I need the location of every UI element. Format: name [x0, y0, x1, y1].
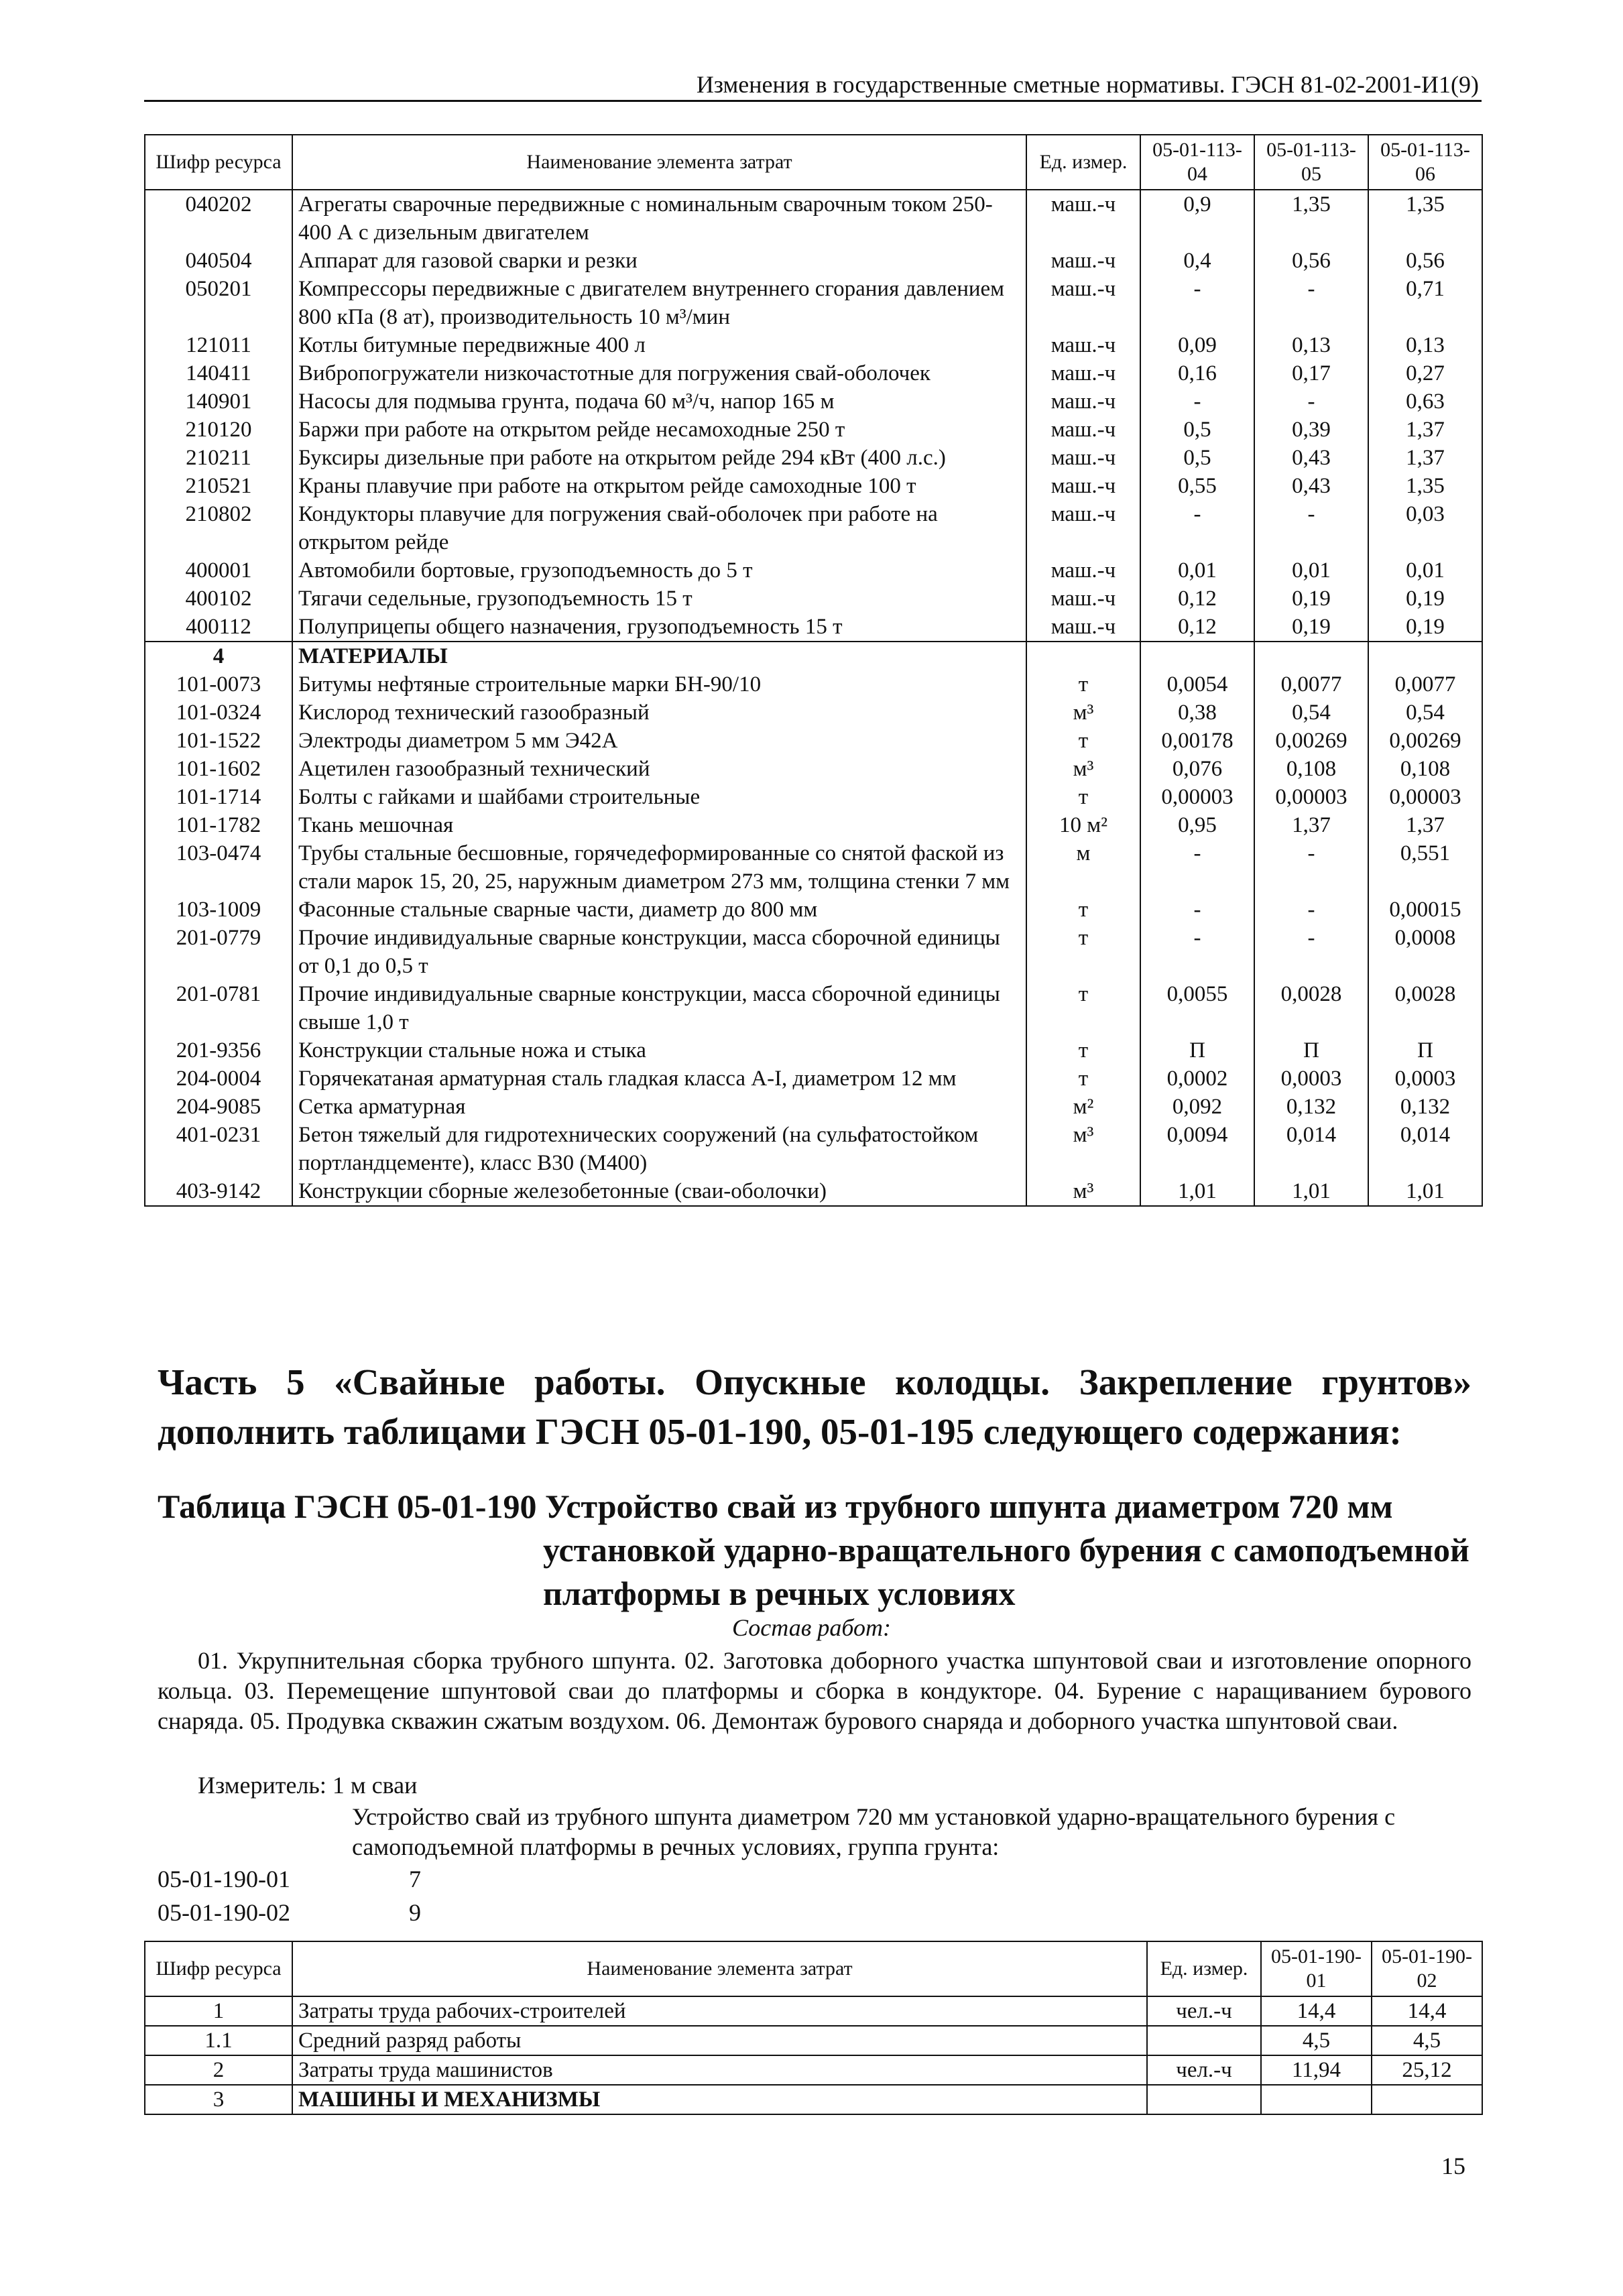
value-113-04: 0,00003	[1140, 783, 1254, 811]
table-row	[145, 699, 1482, 727]
unit: маш.-ч	[1026, 556, 1140, 585]
table-header-row	[145, 1941, 1482, 1996]
value-113-06: 1,35	[1368, 190, 1482, 247]
resource-code: 1	[145, 1996, 292, 2026]
value-113-04: 0,0054	[1140, 670, 1254, 699]
unit: т	[1026, 1036, 1140, 1065]
resource-name: Конструкции стальные ножа и стыка	[292, 1036, 1026, 1065]
table-row	[145, 1065, 1482, 1093]
value-113-06: 0,19	[1368, 585, 1482, 613]
resource-code: 201-0781	[145, 980, 292, 1036]
resource-code: 210802	[145, 500, 292, 556]
value-113-06: 0,132	[1368, 1093, 1482, 1121]
resource-code: 101-0073	[145, 670, 292, 699]
composition-text: 01. Укрупнительная сборка трубного шпунта. 02. Заготовка доборного участка шпунтовой сваи и изготовление опорного кольца. 03. Перемещение шпунтовой сваи до платформы и сборка в кондукторе. 04. Бурение с наращиванием бурового снаряда. 05. Продувка скважин сжатым воздухом. 06. Демонтаж бурового снаряда и доборного участка шпунтовой сваи.	[158, 1647, 1471, 1734]
section-title: МАТЕРИАЛЫ	[292, 642, 1026, 670]
value-190-01: 14,4	[1261, 1996, 1372, 2026]
unit: маш.-ч	[1026, 472, 1140, 500]
value-113-06: 0,03	[1368, 500, 1482, 556]
resource-code: 201-0779	[145, 924, 292, 980]
unit: маш.-ч	[1026, 444, 1140, 472]
value-190-02	[1372, 2085, 1482, 2114]
value-113-04: -	[1140, 387, 1254, 416]
resource-code: 204-9085	[145, 1093, 292, 1121]
unit: т	[1026, 670, 1140, 699]
meter-line: Измеритель: 1 м сваи	[198, 1772, 418, 1799]
table-row	[145, 1093, 1482, 1121]
value-113-04: 0,076	[1140, 755, 1254, 783]
value-113-06: 1,37	[1368, 416, 1482, 444]
resource-name: Буксиры дизельные при работе на открытом рейде 294 кВт (400 л.с.)	[292, 444, 1026, 472]
unit: чел.-ч	[1147, 2055, 1261, 2085]
resource-name: Трубы стальные бесшовные, горячедеформированные со снятой фаской из стали марок 15, 20, 25, наружным диаметром 273 мм, толщина стенки 7 мм	[292, 839, 1026, 896]
section-row-materials	[145, 642, 1482, 670]
resource-name: Горячекатаная арматурная сталь гладкая класса А-I, диаметром 12 мм	[292, 1065, 1026, 1093]
unit: т	[1026, 924, 1140, 980]
value-190-01: 4,5	[1261, 2026, 1372, 2055]
value-113-04: 0,4	[1140, 247, 1254, 275]
table-row	[145, 359, 1482, 387]
table-row	[145, 980, 1482, 1036]
table-row	[145, 556, 1482, 585]
value-113-05: 0,0028	[1254, 980, 1368, 1036]
table-row	[145, 811, 1482, 839]
value-113-05: 1,35	[1254, 190, 1368, 247]
col-header-name: Наименование элемента затрат	[292, 135, 1026, 190]
value-113-06: 0,56	[1368, 247, 1482, 275]
unit: маш.-ч	[1026, 500, 1140, 556]
value-113-05: 0,108	[1254, 755, 1368, 783]
value-113-05: 0,39	[1254, 416, 1368, 444]
unit	[1147, 2085, 1261, 2114]
value-113-05: 0,56	[1254, 247, 1368, 275]
unit: маш.-ч	[1026, 331, 1140, 359]
col-header-unit: Ед. измер.	[1147, 1941, 1261, 1996]
value-190-01: 11,94	[1261, 2055, 1372, 2085]
resource-code: 103-1009	[145, 896, 292, 924]
unit: м³	[1026, 1177, 1140, 1206]
value-113-05: -	[1254, 500, 1368, 556]
resource-name: Затраты труда рабочих-строителей	[292, 1996, 1147, 2026]
unit: т	[1026, 1065, 1140, 1093]
table-row	[145, 500, 1482, 556]
value-113-04: 0,0094	[1140, 1121, 1254, 1177]
value-113-05: 0,43	[1254, 472, 1368, 500]
value-113-06: 0,551	[1368, 839, 1482, 896]
table-row	[145, 190, 1482, 247]
col-header-unit: Ед. измер.	[1026, 135, 1140, 190]
table-row	[145, 1036, 1482, 1065]
resource-code: 210521	[145, 472, 292, 500]
resource-code: 050201	[145, 275, 292, 331]
value-113-04: 0,55	[1140, 472, 1254, 500]
table-row	[145, 1121, 1482, 1177]
unit: 10 м²	[1026, 811, 1140, 839]
unit: маш.-ч	[1026, 416, 1140, 444]
table-row	[145, 444, 1482, 472]
table-row	[145, 1177, 1482, 1206]
resource-name: Затраты труда машинистов	[292, 2055, 1147, 2085]
resource-code: 2	[145, 2055, 292, 2085]
resource-name: Автомобили бортовые, грузоподъемность до 5 т	[292, 556, 1026, 585]
col-header-113-06: 05-01-113-06	[1368, 135, 1482, 190]
table-row	[145, 2055, 1482, 2085]
resource-name: Полуприцепы общего назначения, грузоподъемность 15 т	[292, 613, 1026, 642]
value-113-05: 0,19	[1254, 613, 1368, 642]
resource-name: Средний разряд работы	[292, 2026, 1147, 2055]
table-row	[145, 416, 1482, 444]
resource-name: Вибропогружатели низкочастотные для погружения свай-оболочек	[292, 359, 1026, 387]
resource-name: Конструкции сборные железобетонные (сваи-оболочки)	[292, 1177, 1026, 1206]
resource-name: Кислород технический газообразный	[292, 699, 1026, 727]
value-113-04: 0,16	[1140, 359, 1254, 387]
resource-name: Котлы битумные передвижные 400 л	[292, 331, 1026, 359]
value-113-04: 0,01	[1140, 556, 1254, 585]
value-113-05: 0,01	[1254, 556, 1368, 585]
table-row	[145, 387, 1482, 416]
value-190-02: 14,4	[1372, 1996, 1482, 2026]
value-113-05: 1,01	[1254, 1177, 1368, 1206]
resource-code: 101-1522	[145, 727, 292, 755]
resource-name: Фасонные стальные сварные части, диаметр до 800 мм	[292, 896, 1026, 924]
value-113-05: 1,37	[1254, 811, 1368, 839]
value-190-01	[1261, 2085, 1372, 2114]
resource-name: Аппарат для газовой сварки и резки	[292, 247, 1026, 275]
value-113-06: 0,0003	[1368, 1065, 1482, 1093]
value-190-02: 25,12	[1372, 2055, 1482, 2085]
resource-name: Компрессоры передвижные с двигателем внутреннего сгорания давлением 800 кПа (8 ат), производительность 10 м³/мин	[292, 275, 1026, 331]
resource-table-190	[144, 1941, 1483, 2115]
value-113-06: 1,01	[1368, 1177, 1482, 1206]
resource-name: Тягачи седельные, грузоподъемность 15 т	[292, 585, 1026, 613]
value-113-04: 0,95	[1140, 811, 1254, 839]
value-113-05: -	[1254, 275, 1368, 331]
resource-code: 101-0324	[145, 699, 292, 727]
value-113-05: 0,19	[1254, 585, 1368, 613]
value-113-04: -	[1140, 924, 1254, 980]
resource-code: 401-0231	[145, 1121, 292, 1177]
unit: маш.-ч	[1026, 613, 1140, 642]
resource-code: 140901	[145, 387, 292, 416]
resource-code: 201-9356	[145, 1036, 292, 1065]
variant-code: 05-01-190-01	[158, 1866, 290, 1892]
value-113-05: -	[1254, 896, 1368, 924]
unit: т	[1026, 783, 1140, 811]
value-113-06: 0,63	[1368, 387, 1482, 416]
resource-code: 101-1782	[145, 811, 292, 839]
value-113-06: 0,54	[1368, 699, 1482, 727]
value-113-05: 0,17	[1254, 359, 1368, 387]
resource-name: Бетон тяжелый для гидротехнических сооружений (на сульфатостойком портландцементе), класс В30 (М400)	[292, 1121, 1026, 1177]
value-113-04: 0,9	[1140, 190, 1254, 247]
resource-name: Ткань мешочная	[292, 811, 1026, 839]
resource-code: 210120	[145, 416, 292, 444]
resource-code: 400112	[145, 613, 292, 642]
table-row	[145, 2026, 1482, 2055]
value-113-06: 0,00015	[1368, 896, 1482, 924]
variant-group: 7	[409, 1866, 421, 1892]
value-113-05: 0,43	[1254, 444, 1368, 472]
unit: чел.-ч	[1147, 1996, 1261, 2026]
resource-code: 103-0474	[145, 839, 292, 896]
part-heading: Часть 5 «Свайные работы. Опускные колодцы. Закрепление грунтов» дополнить таблицами ГЭСН 05-01-190, 05-01-195 следующего содержания:	[158, 1362, 1471, 1452]
value-113-05: П	[1254, 1036, 1368, 1065]
resource-name: Прочие индивидуальные сварные конструкции, масса сборочной единицы свыше 1,0 т	[292, 980, 1026, 1036]
unit: маш.-ч	[1026, 275, 1140, 331]
table-title	[158, 1485, 1471, 1616]
resource-code: 210211	[145, 444, 292, 472]
value-113-05: -	[1254, 839, 1368, 896]
resource-code: 400001	[145, 556, 292, 585]
value-190-02: 4,5	[1372, 2026, 1482, 2055]
resource-name: Баржи при работе на открытом рейде несамоходные 250 т	[292, 416, 1026, 444]
resource-table-113	[144, 134, 1483, 1207]
unit: т	[1026, 896, 1140, 924]
value-113-04: 0,12	[1140, 613, 1254, 642]
value-113-06: 1,37	[1368, 444, 1482, 472]
value-113-04: 0,00178	[1140, 727, 1254, 755]
table-row	[145, 585, 1482, 613]
table-row	[145, 275, 1482, 331]
unit: м³	[1026, 699, 1140, 727]
value-113-04: 0,12	[1140, 585, 1254, 613]
resource-name: Ацетилен газообразный технический	[292, 755, 1026, 783]
resource-name: Электроды диаметром 5 мм Э42А	[292, 727, 1026, 755]
col-header-190-01: 05-01-190-01	[1261, 1941, 1372, 1996]
value-113-06: 0,71	[1368, 275, 1482, 331]
value-113-05: 0,132	[1254, 1093, 1368, 1121]
table-row	[145, 783, 1482, 811]
variant-row	[158, 1864, 421, 1894]
table-title-line1: Таблица ГЭСН 05-01-190 Устройство свай из трубного шпунта диаметром 720 мм	[158, 1488, 1393, 1525]
table-row	[145, 472, 1482, 500]
value-113-05: 0,00003	[1254, 783, 1368, 811]
resource-code: 101-1602	[145, 755, 292, 783]
value-113-06: 1,35	[1368, 472, 1482, 500]
value-113-04: -	[1140, 275, 1254, 331]
unit: т	[1026, 727, 1140, 755]
variant-description: Устройство свай из трубного шпунта диаметром 720 мм установкой ударно-вращательного бурения с самоподъемной платформы в речных условиях, группа грунта:	[352, 1803, 1396, 1860]
unit: т	[1026, 980, 1140, 1036]
value-113-05: 0,00269	[1254, 727, 1368, 755]
value-113-06: 0,108	[1368, 755, 1482, 783]
value-113-06: 0,13	[1368, 331, 1482, 359]
value-113-04: 0,38	[1140, 699, 1254, 727]
value-113-05: 0,13	[1254, 331, 1368, 359]
value-113-04: 0,0002	[1140, 1065, 1254, 1093]
table-row	[145, 727, 1482, 755]
table-row	[145, 331, 1482, 359]
resource-code: 101-1714	[145, 783, 292, 811]
col-header-113-04: 05-01-113-04	[1140, 135, 1254, 190]
resource-name: Краны плавучие при работе на открытом рейде самоходные 100 т	[292, 472, 1026, 500]
table-row	[145, 247, 1482, 275]
resource-name: Сетка арматурная	[292, 1093, 1026, 1121]
value-113-05: 0,0077	[1254, 670, 1368, 699]
resource-name: Болты с гайками и шайбами строительные	[292, 783, 1026, 811]
value-113-04: -	[1140, 500, 1254, 556]
table-row	[145, 670, 1482, 699]
resource-name: Битумы нефтяные строительные марки БН-90/10	[292, 670, 1026, 699]
resource-code: 403-9142	[145, 1177, 292, 1206]
resource-code: 040504	[145, 247, 292, 275]
table-row	[145, 924, 1482, 980]
value-113-05: -	[1254, 387, 1368, 416]
table-row	[145, 755, 1482, 783]
value-113-04: 0,5	[1140, 416, 1254, 444]
col-header-113-05: 05-01-113-05	[1254, 135, 1368, 190]
value-113-06: 1,37	[1368, 811, 1482, 839]
value-113-06: 0,0077	[1368, 670, 1482, 699]
unit: м²	[1026, 1093, 1140, 1121]
value-113-04: 1,01	[1140, 1177, 1254, 1206]
col-header-code: Шифр ресурса	[145, 1941, 292, 1996]
value-113-05: 0,54	[1254, 699, 1368, 727]
resource-name: Кондукторы плавучие для погружения свай-оболочек при работе на открытом рейде	[292, 500, 1026, 556]
value-113-06: 0,0028	[1368, 980, 1482, 1036]
unit	[1147, 2026, 1261, 2055]
value-113-04: П	[1140, 1036, 1254, 1065]
value-113-05: 0,014	[1254, 1121, 1368, 1177]
col-header-name: Наименование элемента затрат	[292, 1941, 1147, 1996]
resource-code: 121011	[145, 331, 292, 359]
unit: маш.-ч	[1026, 247, 1140, 275]
resource-code: 204-0004	[145, 1065, 292, 1093]
resource-code: 040202	[145, 190, 292, 247]
resource-name: МАШИНЫ И МЕХАНИЗМЫ	[292, 2085, 1147, 2114]
value-113-06: 0,27	[1368, 359, 1482, 387]
unit: м	[1026, 839, 1140, 896]
table-title-line2: установкой ударно-вращательного бурения с самоподъемной платформы в речных условиях	[543, 1531, 1469, 1612]
unit: м³	[1026, 755, 1140, 783]
variant-group: 9	[409, 1899, 421, 1926]
resource-code: 400102	[145, 585, 292, 613]
table-row	[145, 2085, 1482, 2114]
value-113-04: 0,5	[1140, 444, 1254, 472]
table-row	[145, 613, 1482, 642]
value-113-04: 0,09	[1140, 331, 1254, 359]
variant-code: 05-01-190-02	[158, 1899, 290, 1926]
value-113-06: 0,014	[1368, 1121, 1482, 1177]
value-113-05: -	[1254, 924, 1368, 980]
value-113-04: -	[1140, 839, 1254, 896]
section-code: 4	[145, 642, 292, 670]
value-113-06: 0,00003	[1368, 783, 1482, 811]
value-113-04: 0,0055	[1140, 980, 1254, 1036]
table-row	[145, 839, 1482, 896]
value-113-06: 0,00269	[1368, 727, 1482, 755]
value-113-06: 0,19	[1368, 613, 1482, 642]
unit: м³	[1026, 1121, 1140, 1177]
resource-name: Насосы для подмыва грунта, подача 60 м³/ч, напор 165 м	[292, 387, 1026, 416]
value-113-06: 0,0008	[1368, 924, 1482, 980]
resource-name: Прочие индивидуальные сварные конструкции, масса сборочной единицы от 0,1 до 0,5 т	[292, 924, 1026, 980]
variant-row	[158, 1897, 421, 1928]
unit: маш.-ч	[1026, 387, 1140, 416]
unit: маш.-ч	[1026, 585, 1140, 613]
resource-code: 1.1	[145, 2026, 292, 2055]
composition-title: Состав работ:	[732, 1614, 891, 1641]
value-113-04: -	[1140, 896, 1254, 924]
resource-code: 3	[145, 2085, 292, 2114]
value-113-06: 0,01	[1368, 556, 1482, 585]
resource-code: 140411	[145, 359, 292, 387]
value-113-05: 0,0003	[1254, 1065, 1368, 1093]
table-header-row	[145, 135, 1482, 190]
unit: маш.-ч	[1026, 190, 1140, 247]
resource-name: Агрегаты сварочные передвижные с номинальным сварочным током 250-400 А с дизельным двигателем	[292, 190, 1026, 247]
table-row	[145, 1996, 1482, 2026]
value-113-04: 0,092	[1140, 1093, 1254, 1121]
value-113-06: П	[1368, 1036, 1482, 1065]
table-row	[145, 896, 1482, 924]
col-header-code: Шифр ресурса	[145, 135, 292, 190]
col-header-190-02: 05-01-190-02	[1372, 1941, 1482, 1996]
running-header: Изменения в государственные сметные нормативы. ГЭСН 81-02-2001-И1(9)	[144, 67, 1482, 102]
page-number: 15	[1441, 2153, 1465, 2179]
unit: маш.-ч	[1026, 359, 1140, 387]
